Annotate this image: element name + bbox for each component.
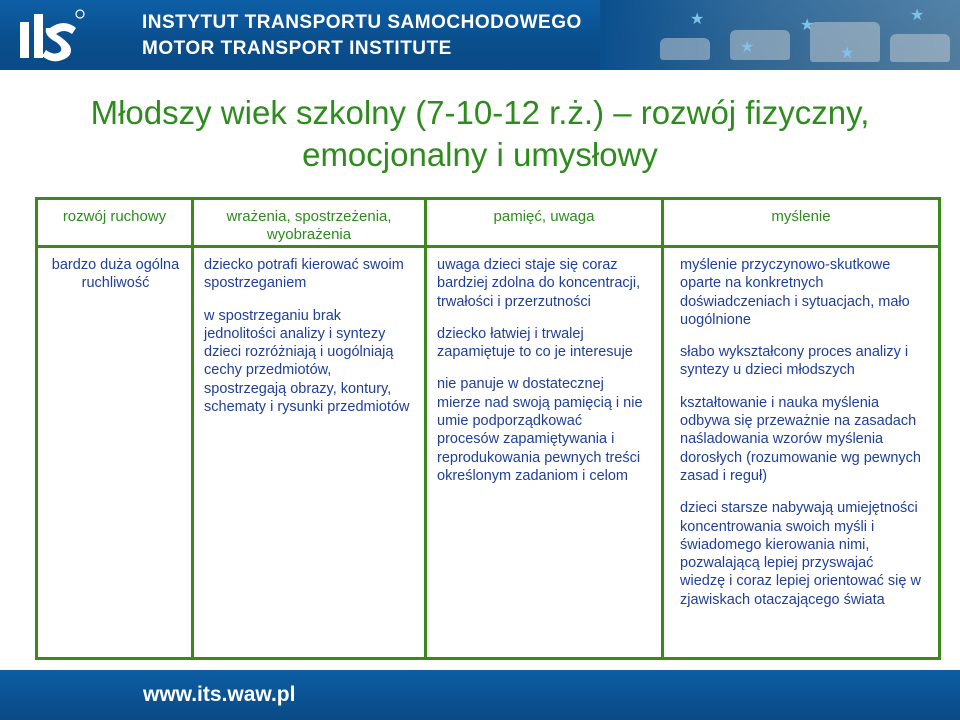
column-header: myślenie <box>771 208 831 225</box>
column-thinking <box>664 200 938 657</box>
title-line-2: emocjonalny i umysłowy <box>302 136 658 173</box>
cell-paragraph: dziecko potrafi kierować swoim spostrzeganiem <box>204 257 404 292</box>
its-logo-icon <box>18 6 88 64</box>
cell-paragraph: uwaga dzieci staje się coraz bardziej zdolna do koncentracji, trwałości i przerzutności <box>437 257 641 310</box>
cell-paragraph: dziecko łatwiej i trwalej zapamiętuje to co je interesuje <box>437 325 633 361</box>
footer-banner <box>0 670 960 720</box>
star-icon: ★ <box>690 11 705 28</box>
cell-paragraph: bardzo duża ogólna ruchliwość <box>51 257 180 292</box>
column-header: rozwój ruchowy <box>62 208 167 225</box>
column-content <box>437 256 645 485</box>
header-banner <box>0 0 960 70</box>
institute-name-pl: INSTYTUT TRANSPORTU SAMOCHODOWEGO <box>142 12 582 33</box>
column-content <box>48 256 183 293</box>
column-content <box>204 256 410 416</box>
cell-paragraph: kształtowanie i nauka myślenia odbywa się przeważnie na zasadach naśladowania wzorów myślenia dorosłych (rozumowanie wg pewnych zasad i reguł) <box>680 394 921 484</box>
cell-paragraph: słabo wykształcony proces analizy i syntezy u dzieci młodszych <box>680 344 909 379</box>
star-icon: ★ <box>740 39 755 56</box>
cell-paragraph: w spostrzeganiu brak jednolitości analizy i syntezy dzieci rozróżniają i uogólniają cechy przedmiotów, spostrzegają obrazy, kontury, schematy i rysunki przedmiotów <box>204 307 410 416</box>
website-url: www.its.waw.pl <box>143 683 296 706</box>
star-icon: ★ <box>800 17 815 34</box>
star-icon: ★ <box>840 45 855 62</box>
column-header: wrażenia, spostrzeżenia, wyobrażenia <box>226 208 392 243</box>
page-title <box>0 92 960 176</box>
development-table <box>35 197 941 660</box>
cell-paragraph: dzieci starsze nabywają umiejętności koncentrowania swoich myśli i świadomego kierowania nimi, pozwalającą lepiej przyswajać wiedzę i coraz lepiej orientować się w zjawiskach otaczającego świata <box>680 500 921 608</box>
header-traffic-photo <box>600 0 960 70</box>
column-perception <box>194 200 424 657</box>
institute-name-en: MOTOR TRANSPORT INSTITUTE <box>142 38 452 59</box>
column-header: pamięć, uwaga <box>493 208 595 225</box>
column-content <box>680 256 922 609</box>
title-line-1: Młodszy wiek szkolny (7-10-12 r.ż.) – rozwój fizyczny, <box>90 94 870 131</box>
cell-paragraph: nie panuje w dostatecznej mierze nad swoją pamięcią i nie umie podporządkować procesów zapamiętywania i reprodukowania pewnych treści określonym zadaniom i celom <box>437 376 643 484</box>
column-motor-development <box>38 200 191 657</box>
star-icon: ★ <box>910 7 925 24</box>
column-memory-attention <box>427 200 661 657</box>
cell-paragraph: myślenie przyczynowo-skutkowe oparte na konkretnych doświadczeniach i sytuacjach, mało uogólnione <box>680 257 910 328</box>
